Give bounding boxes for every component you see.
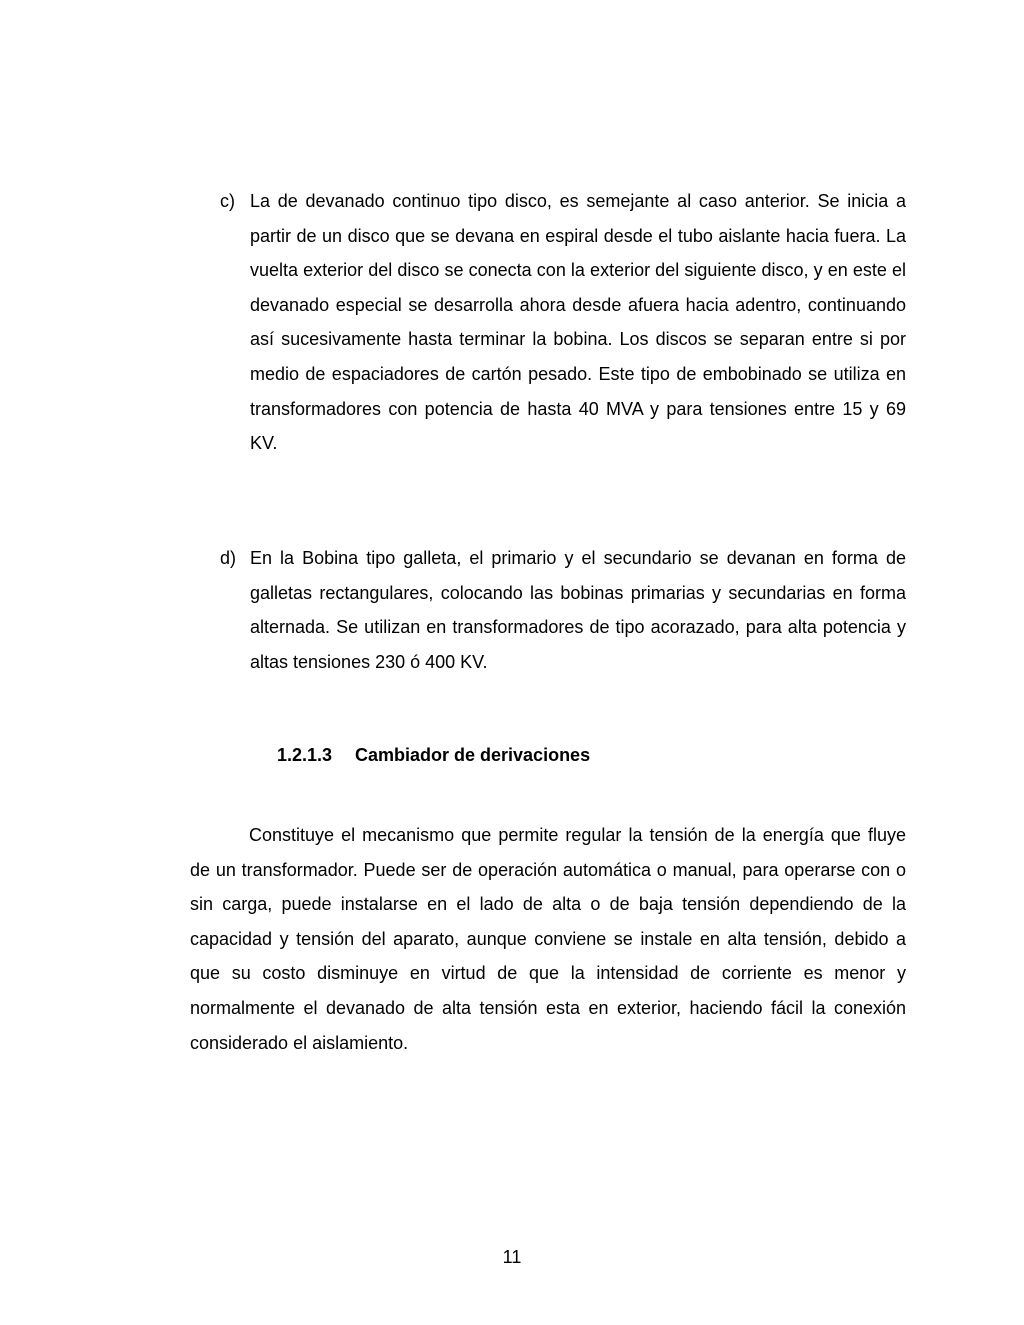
body-paragraph: Constituye el mecanismo que permite regular la tensión de la energía que fluye de un transformador. Puede ser de operación automática o manual, para operarse con o sin carga, puede instalarse en el lado de alta o de baja tensión dependiendo de la capacidad y tensión del aparato, aunque conviene se instale en alta tensión, debido a que su costo disminuye en virtud de que la intensidad de corriente es menor y normalmente el devanado de alta tensión esta en exterior, haciendo fácil la conexión considerado el aislamiento.	[190, 825, 906, 1053]
list-marker: c)	[220, 191, 235, 211]
list-item-text: En la Bobina tipo galleta, el primario y el secundario se devanan en forma de galletas rectangulares, colocando las bobinas primarias y secundarias en forma alternada. Se utilizan en transformadores de tipo acorazado, para alta potencia y altas tensiones 230 ó 400 KV.	[250, 548, 906, 672]
list-marker: d)	[220, 548, 237, 568]
page-number: 11	[502, 1247, 522, 1267]
section-heading	[277, 738, 590, 772]
section-number: 1.2.1.3	[277, 745, 333, 765]
list-item-d	[220, 541, 906, 679]
list-item-c	[220, 184, 906, 461]
list-item-text: La de devanado continuo tipo disco, es semejante al caso anterior. Se inicia a partir de un disco que se devana en espiral desde el tubo aislante hacia fuera. La vuelta exterior del disco se conecta con la exterior del siguiente disco, y en este el devanado especial se desarrolla ahora desde afuera hacia adentro, continuando así sucesivamente hasta terminar la bobina. Los discos se separan entre si por medio de espaciadores de cartón pesado. Este tipo de embobinado se utiliza en transformadores con potencia de hasta 40 MVA y para tensiones entre 15 y 69 KV.	[250, 191, 906, 454]
section-title: Cambiador de derivaciones	[355, 745, 591, 765]
